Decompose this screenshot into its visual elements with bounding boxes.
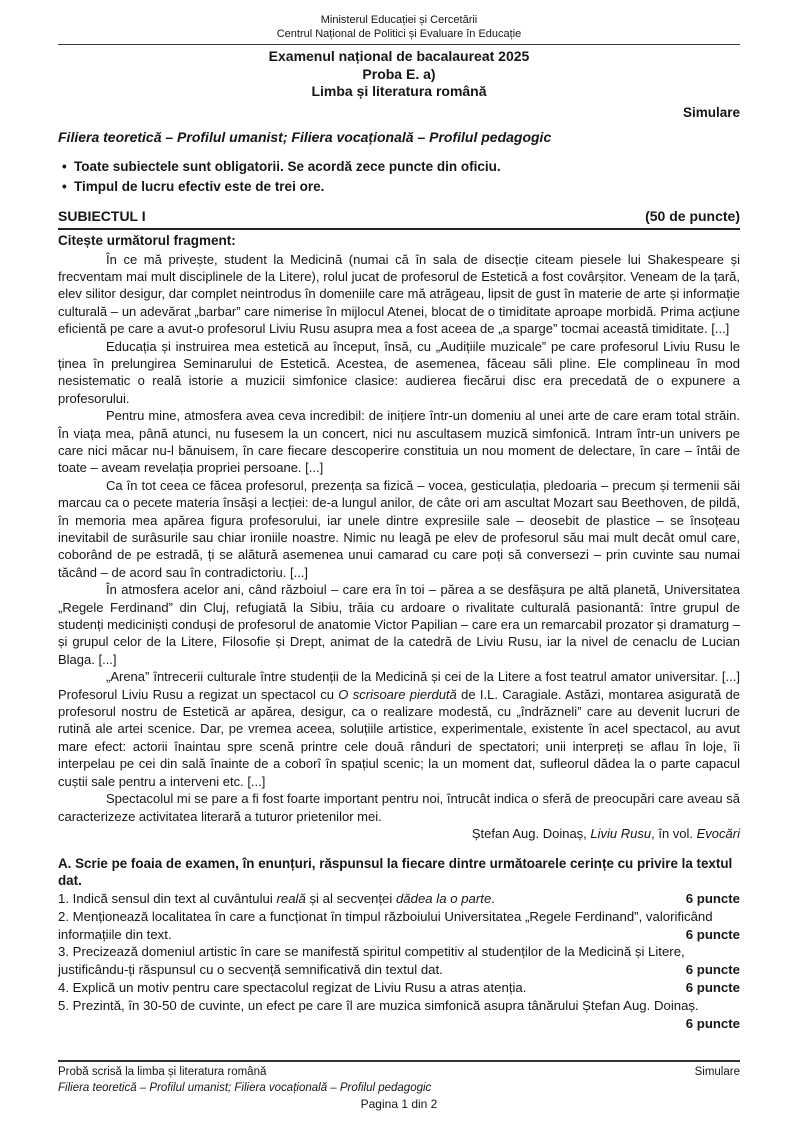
fragment-paragraph: Ca în tot ceea ce făcea profesorul, prezența sa fizică – vocea, gesticulația, pledoaria – precum și termenii săi marcau ca o pecete materia însăși a lecției: de-a lungul anilor, de câte ori am ascultat Mozart sau Beethoven, de pildă, în memoria mea apărea figura profesorului, iar unele dintre expresiile sale – deosebit de plastice – se însoțeau inevitabil de surâsurile sau chiar ironiile noastre. Nimic nu leagă pe elev de profesorul său mai mult decât omul care, coborând de pe estradă, ți se alătură asemenea unui camarad cu care poți să conversezi – prin cuvinte sau numai tăcând – de acord sau în contradictoriu. [...] (58, 477, 740, 580)
fragment-paragraph: În atmosfera acelor ani, când războiul – care era în toi – părea a se desfășura pe altă planetă, Universitatea „Regele Ferdinand” din Cluj, refugiată la Sibiu, trăia cu ardoare o rivalitate culturală pasionantă: între grupul de studenți mediciniști conduși de profesorul de anatomie Victor Papilian – care era un remarcabil prozator și dramaturg – și grupul celor de la Litere, Filosofie și Drept, animat de la catedră de Liviu Rusu, iar la nivel de cenaclu de Lucian Blaga. [...] (58, 582, 740, 667)
fragment-text (58, 251, 740, 843)
question-text: 5. Prezintă, în 30-50 de cuvinte, un efect pe care îl are muzica simfonică asupra tânărului Ștefan Aug. Doinaș. (58, 997, 699, 1013)
page-header (58, 14, 740, 146)
footer-page-number: Pagina 1 din 2 (360, 1097, 438, 1111)
instructions-list (58, 157, 740, 197)
read-prompt: Citește următorul fragment: (58, 232, 236, 248)
question-points: 6 puncte (685, 891, 740, 907)
question-4 (58, 979, 740, 997)
instruction-item: • Toate subiectele sunt obligatorii. Se acordă zece puncte din oficiu. (58, 157, 740, 177)
institution-name: Centrul Național de Politici și Evaluare în Educație (276, 27, 522, 40)
question-3 (58, 943, 740, 979)
filiera-profile-line: Filiera teoretică – Profilul umanist; Filiera vocațională – Profilul pedagogic (58, 128, 552, 145)
fragment-paragraph: Educația și instruirea mea estetică au început, însă, cu „Audițiile muzicale” pe care profesorul Liviu Rusu le ținea în prelungirea Seminarului de Estetică. Acestea, de asemenea, făceau săli pline. Ele complineau în mod nesistematic o reală istorie a muzicii simfonice clasice: audierea fiecărui disc era precedată de o expunere a profesorului. (58, 338, 740, 406)
question-1 (58, 890, 740, 908)
footer-divider (58, 1060, 740, 1062)
page-footer (58, 1060, 740, 1112)
subject-one-points: (50 de puncte) (645, 207, 740, 224)
question-points: 6 puncte (685, 962, 740, 978)
question-points: 6 puncte (685, 1015, 740, 1031)
footer-simulare-label: Simulare (694, 1066, 740, 1078)
question-text: 1. Indică sensul din text al cuvântului reală și al secvenței dădea la o parte. (58, 891, 495, 907)
footer-exam-type: Probă scrisă la limba și literatura română (58, 1066, 267, 1078)
question-text: 4. Explică un motiv pentru care spectacolul regizat de Liviu Rusu a atras atenția. (58, 980, 527, 996)
fragment-paragraph: „Arena” întrecerii culturale între studenții de la Medicină și cei de la Litere a fost teatrul amator universitar. [...] Profesorul Liviu Rusu a regizat un spectacol cu O scrisoare pierdută de I.L. Caragiale. Astăzi, montarea asigurată de profesorul nostru de Estetică ar apărea, desigur, ca o realizare modestă, cu „îndrăzneli” care au devenit lucruri de rutină ale artei scenice. Dar, pe vremea aceea, soluțiile artistice, experimentale, existente în acel spectacol, au avut mare efect: actorii înaintau spre scenă printre cele două rânduri de spectatori; unii interpreți se aflau în loje, îi interpelau pe cei din sală înainte de a coborî în spațiul scenic; la un moment dat, sufleorul dădea la o parte capacul cuștii sale pentru a interveni etc. [...] (58, 669, 740, 789)
simulare-label: Simulare (682, 104, 740, 120)
fragment-paragraph: Pentru mine, atmosfera avea ceva incredibil: de inițiere într-un domeniu al unei arte de care eram total străin. În viața mea, până atunci, nu fusesem la un concert, nici nu ascultasem muzică simfonică. Intram într-un univers pe care nici măcar nu-l bănuisem, în care fiecare descoperire constituia un nou moment de delectare, în care – întâi de toate – aveam revelația propriei persoane. [...] (58, 408, 740, 476)
section-a-intro: A. Scrie pe foaia de examen, în enunțuri, răspunsul la fiecare dintre următoarele cerințe cu privire la textul dat. (58, 855, 733, 889)
exam-title: Examenul național de bacalaureat 2025 (268, 48, 530, 64)
footer-filiera-line: Filiera teoretică – Profilul umanist; Filiera vocațională – Profilul pedagogic (58, 1081, 432, 1094)
fragment-paragraph: Spectacolul mi se pare a fi fost foarte important pentru noi, întrucât indica o sferă de preocupări care aveau să caracterizeze activitatea literară a tuturor prietenilor mei. (58, 791, 740, 824)
header-divider (58, 44, 740, 45)
question-2 (58, 908, 740, 944)
ministry-name: Ministerul Educației și Cercetării (320, 14, 478, 26)
section-a (58, 855, 740, 1033)
question-points: 6 puncte (685, 980, 740, 996)
subject-one-title: SUBIECTUL I (58, 207, 146, 224)
subject-one-header (58, 207, 740, 230)
question-text: 3. Precizează domeniul artistic în care se manifestă spiritul competitiv al studenților de la Medicină și Litere, justificându-ți răspunsul cu o secvență semnificativă din textul dat. (58, 944, 685, 978)
exam-subject-name: Limba și literatura română (311, 83, 487, 99)
fragment-paragraph: În ce mă privește, student la Medicină (numai că în sala de disecție citeam piesele lui Shakespeare și frecventam mai mult disciplinele de la Litere), rolul jucat de profesorul de Estetică a fost covârșitor. Veneam de la țară, elev silitor desigur, dar complet neintrodus în domeniile care mă atrăgeau, lipsit de gust în materie de arte și informație culturală – un adevărat „barbar” care nimerise în mijlocul Atenei, blocat de o timiditate aproape morbidă. Prima acțiune eficientă pe care a avut-o profesorul Liviu Rusu asupra mea a fost aceea de „a sparge” tocmai această timiditate. [...] (58, 251, 740, 337)
question-text: 2. Menționează localitatea în care a funcționat în timpul războiului Universitatea „Regele Ferdinand”, valorificând informațiile din text. (58, 908, 713, 942)
exam-probe: Proba E. a) (362, 65, 436, 82)
question-points: 6 puncte (685, 926, 740, 942)
fragment-attribution: Ștefan Aug. Doinaș, Liviu Rusu, în vol. Evocări (471, 825, 740, 841)
instruction-item: • Timpul de lucru efectiv este de trei ore. (58, 177, 740, 197)
question-5 (58, 997, 740, 1033)
